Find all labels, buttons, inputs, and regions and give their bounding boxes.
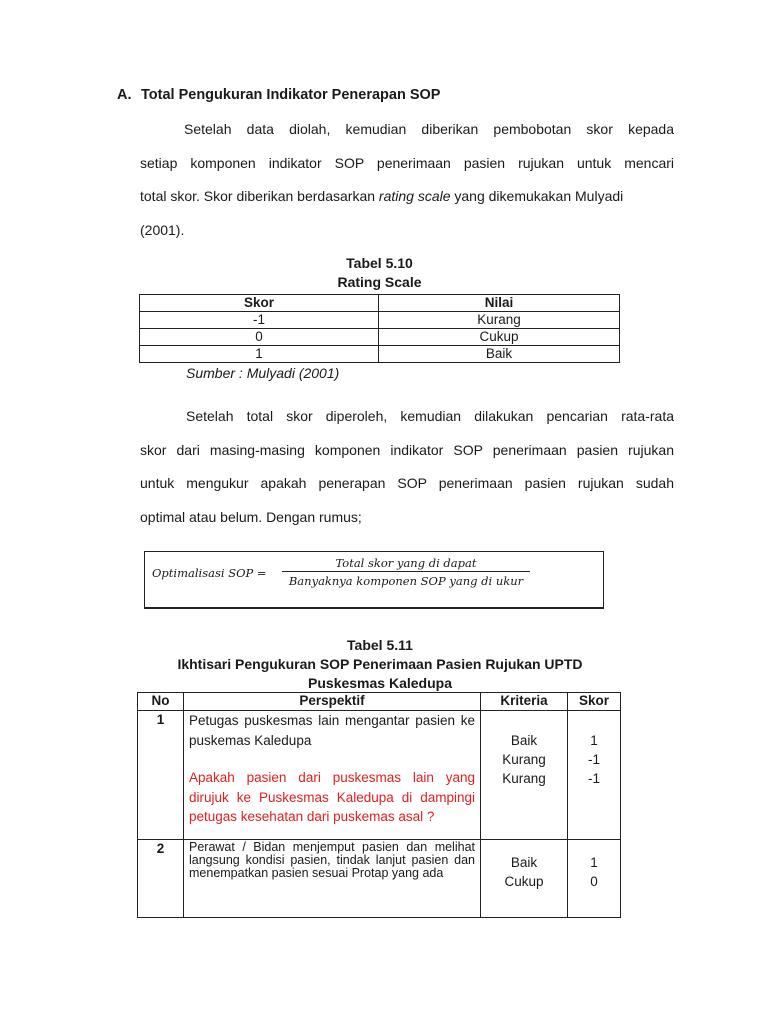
para2-line2: skor dari masing-masing komponen indikator SOP penerimaan pasien rujukan: [140, 441, 674, 458]
header-kriteria: Kriteria: [481, 693, 568, 711]
table-header-row: [140, 295, 620, 312]
table510-caption-title: Rating Scale: [337, 274, 422, 290]
para1-line2: setiap komponen indikator SOP penerimaan pasien rujukan untuk mencari: [140, 154, 674, 171]
header-nilai: Nilai: [379, 295, 620, 312]
skor-value: 1: [590, 733, 598, 748]
cell-skor: 0: [140, 329, 379, 346]
header-skor: Skor: [140, 295, 379, 312]
skor-value: -1: [587, 771, 600, 786]
sop-summary-table: [137, 692, 621, 918]
para1-line3-text-end: yang dikemukakan Mulyadi: [450, 188, 624, 204]
cell-no: 1: [138, 711, 184, 840]
section-heading: [117, 87, 440, 103]
table-header-row: [138, 693, 621, 711]
perspektif-question: Apakah pasien dari puskesmas lain yang dirujuk ke Puskesmas Kaledupa di dampingi petugas kesehatan dari puskemas asal ?: [189, 770, 475, 824]
para1-line3-text: total skor. Skor diberikan berdasarkan: [140, 188, 379, 204]
kriteria-value: Kurang: [502, 771, 546, 786]
header-skor: Skor: [568, 693, 621, 711]
table-row: [140, 329, 620, 346]
para2-line1: Setelah total skor diperoleh, kemudian dilakukan pencarian rata-rata: [186, 408, 674, 424]
table511-caption-title: Ikhtisari Pengukuran SOP Penerimaan Pasien Rujukan UPTD: [177, 656, 583, 672]
cell-skor: -1: [140, 312, 379, 329]
header-no: No: [138, 693, 184, 711]
cell-kriteria: [481, 711, 568, 840]
kriteria-value: Kurang: [502, 752, 546, 767]
table510-caption: [139, 255, 620, 290]
cell-nilai: Kurang: [379, 312, 620, 329]
cell-skor: [568, 840, 621, 918]
table510-caption-number: Tabel 5.10: [346, 255, 413, 271]
cell-nilai: Cukup: [379, 329, 620, 346]
cell-no: 2: [138, 840, 184, 918]
para1-line1: Setelah data diolah, kemudian diberikan pembobotan skor kepada: [184, 121, 674, 137]
section-letter: A.: [117, 87, 132, 103]
cell-nilai: Baik: [379, 346, 620, 363]
kriteria-value: Baik: [510, 855, 538, 870]
table-row: [140, 312, 620, 329]
paragraph-average: [140, 400, 674, 534]
cell-kriteria: [481, 840, 568, 918]
table510-source: Sumber : Mulyadi (2001): [186, 365, 340, 381]
cell-perspektif: Perawat / Bidan menjemput pasien dan melihat langsung kondisi pasien, tindak lanjut pasien dan menempatkan pasien sesuai Protap yang ada: [184, 840, 481, 918]
formula-fraction: [282, 556, 530, 588]
rating-scale-emphasis: rating scale: [378, 188, 451, 204]
formula-lhs: Optimalisasi SOP =: [152, 566, 267, 580]
kriteria-value: Cukup: [504, 874, 544, 889]
para1-line3: [140, 180, 674, 214]
kriteria-value: Baik: [510, 733, 538, 748]
table511-caption-number: Tabel 5.11: [347, 637, 413, 653]
para2-line4: optimal atau belum. Dengan rumus;: [140, 508, 362, 525]
skor-value: 1: [590, 855, 598, 870]
skor-value: 0: [590, 874, 598, 889]
rating-scale-table: [139, 294, 620, 363]
para2-line3: untuk mengukur apakah penerapan SOP penerimaan pasien rujukan sudah: [140, 475, 674, 491]
formula-numerator: Total skor yang di dapat: [282, 556, 530, 572]
table-row: [138, 840, 621, 918]
para1-line4: (2001).: [140, 221, 185, 238]
table511-caption: [120, 636, 640, 693]
section-title: Total Pengukuran Indikator Penerapan SOP: [141, 87, 441, 103]
cell-skor: 1: [140, 346, 379, 363]
cell-perspektif: [184, 711, 481, 840]
perspektif-text: Petugas puskesmas lain mengantar pasien ke puskemas Kaledupa: [189, 713, 475, 748]
table-row: [140, 346, 620, 363]
header-perspektif: Perspektif: [184, 693, 481, 711]
formula-denominator: Banyaknya komponen SOP yang di ukur: [288, 574, 524, 588]
cell-skor: [568, 711, 621, 840]
skor-value: -1: [587, 752, 600, 767]
table511-caption-subtitle: Puskesmas Kaledupa: [308, 675, 452, 691]
table-row: [138, 711, 621, 840]
paragraph-intro: [140, 113, 674, 247]
